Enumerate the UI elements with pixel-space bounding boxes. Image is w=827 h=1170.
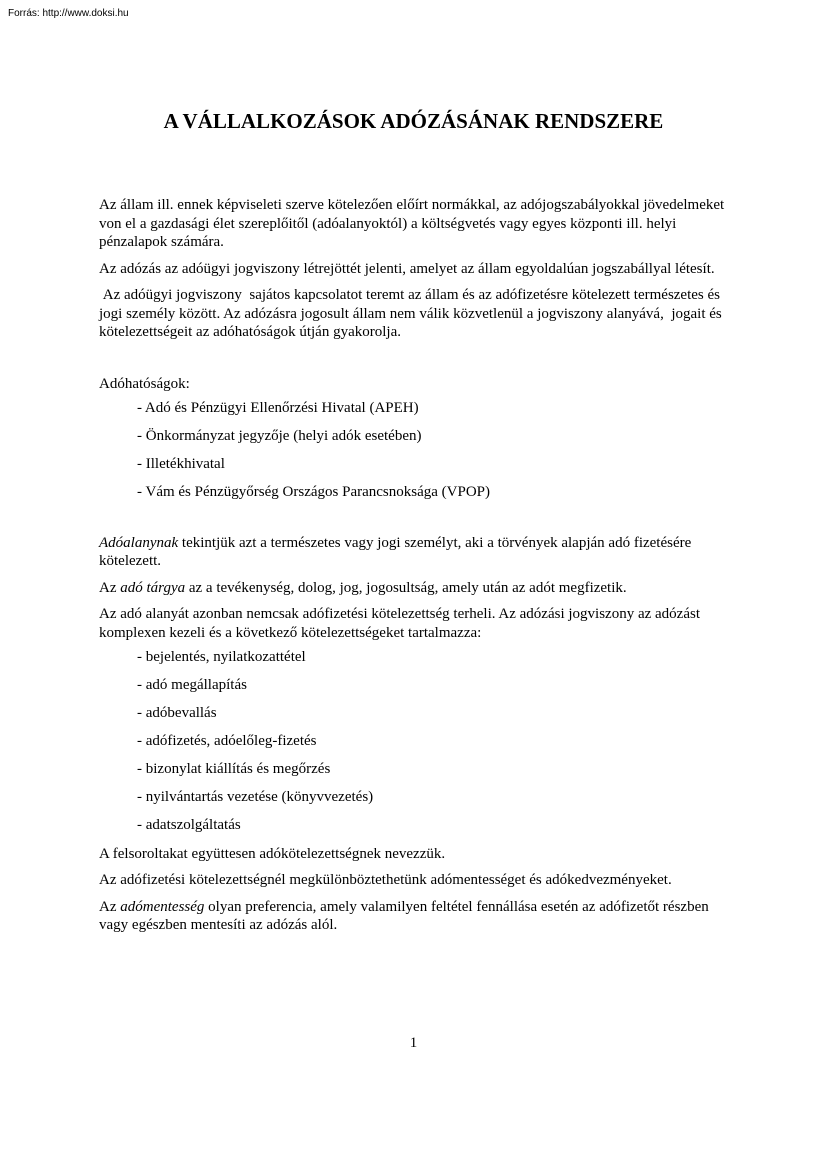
- authorities-list: [99, 399, 731, 502]
- obligations-list: [99, 648, 731, 835]
- authorities-heading: Adóhatóságok:: [99, 375, 190, 392]
- intro-paragraph: Az adóügyi jogviszony sajátos kapcsolatot teremt az állam és az adófizetésre kötelezett természetes és jogi személy között. Az adózásra jogosult állam nem válik közvetlenül a jogviszony alanyává, jogait és kötelezettségeit az adóhatóságok útján gyakorolja.: [99, 287, 726, 340]
- exemption-text: olyan preferencia, amely valamilyen feltétel fennállása esetén az adófizetőt részben vagy egészben mentesíti az adózás alól.: [99, 898, 709, 933]
- list-item: - adófizetés, adóelőleg-fizetés: [137, 732, 731, 751]
- exemption-prefix: Az: [99, 898, 121, 915]
- document-body: [99, 196, 731, 943]
- subject-text: tekintjük azt a természetes vagy jogi személyt, aki a törvények alapján adó fizetésére kötelezett.: [99, 534, 692, 569]
- list-item: - adatszolgáltatás: [137, 816, 731, 835]
- subject-term: Adóalanynak: [99, 534, 179, 551]
- list-item: - Illetékhivatal: [137, 455, 731, 474]
- object-text: az a tevékenység, dolog, jog, jogosultság, amely után az adót megfizetik.: [185, 579, 627, 596]
- page-title: A VÁLLALKOZÁSOK ADÓZÁSÁNAK RENDSZERE: [163, 109, 664, 133]
- list-item: - adó megállapítás: [137, 676, 731, 695]
- subject-definition: [99, 534, 731, 571]
- obligations-intro: Az adó alanyát azonban nemcsak adófizetési kötelezettség terheli. Az adózási jogviszony az adózást komplexen kezeli és a következő kötelezettségeket tartalmazza:: [99, 606, 700, 641]
- object-definition: [99, 579, 731, 598]
- list-item: - bizonylat kiállítás és megőrzés: [137, 760, 731, 779]
- object-term: adó tárgya: [120, 579, 186, 596]
- intro-paragraph: Az adózás az adóügyi jogviszony létrejöttét jelenti, amelyet az állam egyoldalúan jogszabállyal létesít.: [99, 260, 715, 277]
- summary-paragraph: A felsoroltakat együttesen adókötelezettségnek nevezzük.: [99, 845, 446, 862]
- list-item: - adóbevallás: [137, 704, 731, 723]
- list-item: - Adó és Pénzügyi Ellenőrzési Hivatal (APEH): [137, 399, 731, 418]
- object-prefix: Az: [99, 579, 121, 596]
- list-item: - Önkormányzat jegyzője (helyi adók esetében): [137, 427, 731, 446]
- source-url: Forrás: http://www.doksi.hu: [8, 8, 129, 19]
- exemption-term: adómentesség: [120, 898, 205, 915]
- intro-paragraph: Az állam ill. ennek képviseleti szerve kötelezően előírt normákkal, az adójogszabályokkal jövedelmeket von el a gazdasági élet szereplőitől (adóalanyoktól) a költségvetés vagy egyes központi ill. helyi pénzalapok számára.: [99, 197, 725, 250]
- list-item: - bejelentés, nyilatkozattétel: [137, 648, 731, 667]
- list-item: - Vám és Pénzügyőrség Országos Parancsnoksága (VPOP): [137, 483, 731, 502]
- page-number: 1: [409, 1035, 418, 1051]
- distinction-paragraph: Az adófizetési kötelezettségnél megkülönböztethetünk adómentességet és adókedvezményeket.: [99, 872, 672, 888]
- list-item: - nyilvántartás vezetése (könyvvezetés): [137, 788, 731, 807]
- exemption-definition: [99, 898, 731, 935]
